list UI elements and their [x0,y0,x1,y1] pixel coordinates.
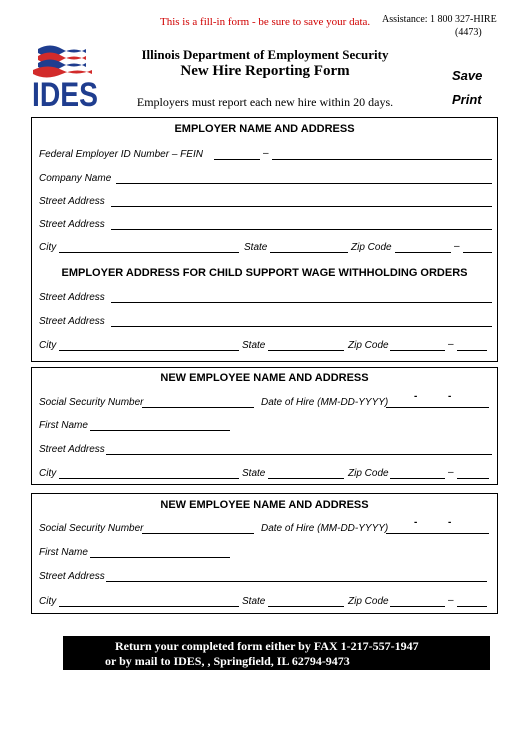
employee-state-label: State [242,468,266,479]
first-name-label: First Name [39,547,88,558]
zip-separator: – [454,241,460,252]
city-field[interactable] [59,252,239,253]
form-title: New Hire Reporting Form [180,63,350,79]
ssn-field[interactable] [142,533,254,534]
cs-zip-code-label: Zip Code [348,340,389,351]
employer-section [31,117,498,362]
fax-instructions: Return your completed form either by FAX 1-217-557-1947 [115,639,419,653]
fein-prefix-field[interactable] [214,159,260,160]
employee-street-field[interactable] [106,581,487,582]
date-of-hire-field[interactable] [386,533,489,534]
ssn-label: Social Security Number [39,523,144,534]
ssn-field[interactable] [142,407,254,408]
employee-city-label: City [39,596,57,607]
date-separator: - [448,517,452,528]
cs-zip-code-field[interactable] [390,350,445,351]
department-name: Illinois Department of Employment Security [141,47,389,62]
date-separator: - [448,391,452,402]
cs-state-field[interactable] [268,350,344,351]
employee-street-field[interactable] [106,454,492,455]
fill-in-notice: This is a fill-in form - be sure to save your data. [160,16,371,28]
employee-2-heading: NEW EMPLOYEE NAME AND ADDRESS [160,499,369,511]
employee-state-field[interactable] [268,606,344,607]
street-address-2-field[interactable] [111,229,492,230]
street-address-2-label: Street Address [39,219,105,230]
cs-city-label: City [39,340,57,351]
first-name-label: First Name [39,420,88,431]
cs-street-address-label: Street Address [39,292,105,303]
employee-zip-separator: – [448,467,454,478]
date-separator: - [414,517,418,528]
assistance-phone-digits: (4473) [455,27,482,38]
cs-zip-separator: – [448,339,454,350]
employee-street-label: Street Address [39,571,105,582]
employee-1-section [31,367,498,485]
state-field[interactable] [270,252,348,253]
employee-zip-label: Zip Code [348,468,389,479]
employee-1-heading: NEW EMPLOYEE NAME AND ADDRESS [160,372,369,384]
employee-state-field[interactable] [268,478,344,479]
mail-instructions: or by mail to IDES, , Springfield, IL 62794-9473 [105,654,350,668]
street-address-field[interactable] [111,206,492,207]
employee-zip-field[interactable] [390,478,445,479]
street-address-label: Street Address [39,196,105,207]
city-label: City [39,242,57,253]
employee-zip-label: Zip Code [348,596,389,607]
ssn-label: Social Security Number [39,397,144,408]
fein-separator: – [263,148,269,159]
employee-2-section [31,493,498,614]
state-label: State [244,242,268,253]
reporting-deadline-note: Employers must report each new hire within 20 days. [136,95,394,109]
date-separator: - [414,391,418,402]
employee-zip-separator: – [448,595,454,606]
employee-zip-plus4-field[interactable] [457,606,487,607]
company-name-label: Company Name [39,173,112,184]
save-button[interactable]: Save [452,68,483,83]
cs-city-field[interactable] [59,350,239,351]
employer-heading: EMPLOYER NAME AND ADDRESS [174,123,355,135]
date-of-hire-field[interactable] [386,407,489,408]
fein-label: Federal Employer ID Number – FEIN [39,149,203,160]
date-of-hire-label: Date of Hire (MM-DD-YYYY) [261,397,389,408]
return-instructions-banner [63,636,490,670]
employee-city-field[interactable] [59,606,239,607]
employee-city-field[interactable] [59,478,239,479]
employee-zip-field[interactable] [390,606,445,607]
cs-street-address-2-label: Street Address [39,316,105,327]
assistance-phone: Assistance: 1 800 327-HIRE [382,14,497,25]
first-name-field[interactable] [90,430,230,431]
logo-wordmark: IDES [32,76,98,114]
employee-city-label: City [39,468,57,479]
employee-state-label: State [242,596,266,607]
first-name-field[interactable] [90,557,230,558]
cs-zip-plus4-field[interactable] [457,350,487,351]
cs-street-address-field[interactable] [111,302,492,303]
print-button[interactable]: Print [452,92,482,107]
employee-street-label: Street Address [39,444,105,455]
zip-code-field[interactable] [395,252,451,253]
company-name-field[interactable] [116,183,492,184]
cs-state-label: State [242,340,266,351]
zip-plus4-field[interactable] [463,252,492,253]
date-of-hire-label: Date of Hire (MM-DD-YYYY) [261,523,389,534]
zip-code-label: Zip Code [351,242,392,253]
cs-street-address-2-field[interactable] [111,326,492,327]
child-support-heading: EMPLOYER ADDRESS FOR CHILD SUPPORT WAGE WITHHOLDING ORDERS [61,267,468,279]
fein-suffix-field[interactable] [272,159,492,160]
employee-zip-plus4-field[interactable] [457,478,489,479]
